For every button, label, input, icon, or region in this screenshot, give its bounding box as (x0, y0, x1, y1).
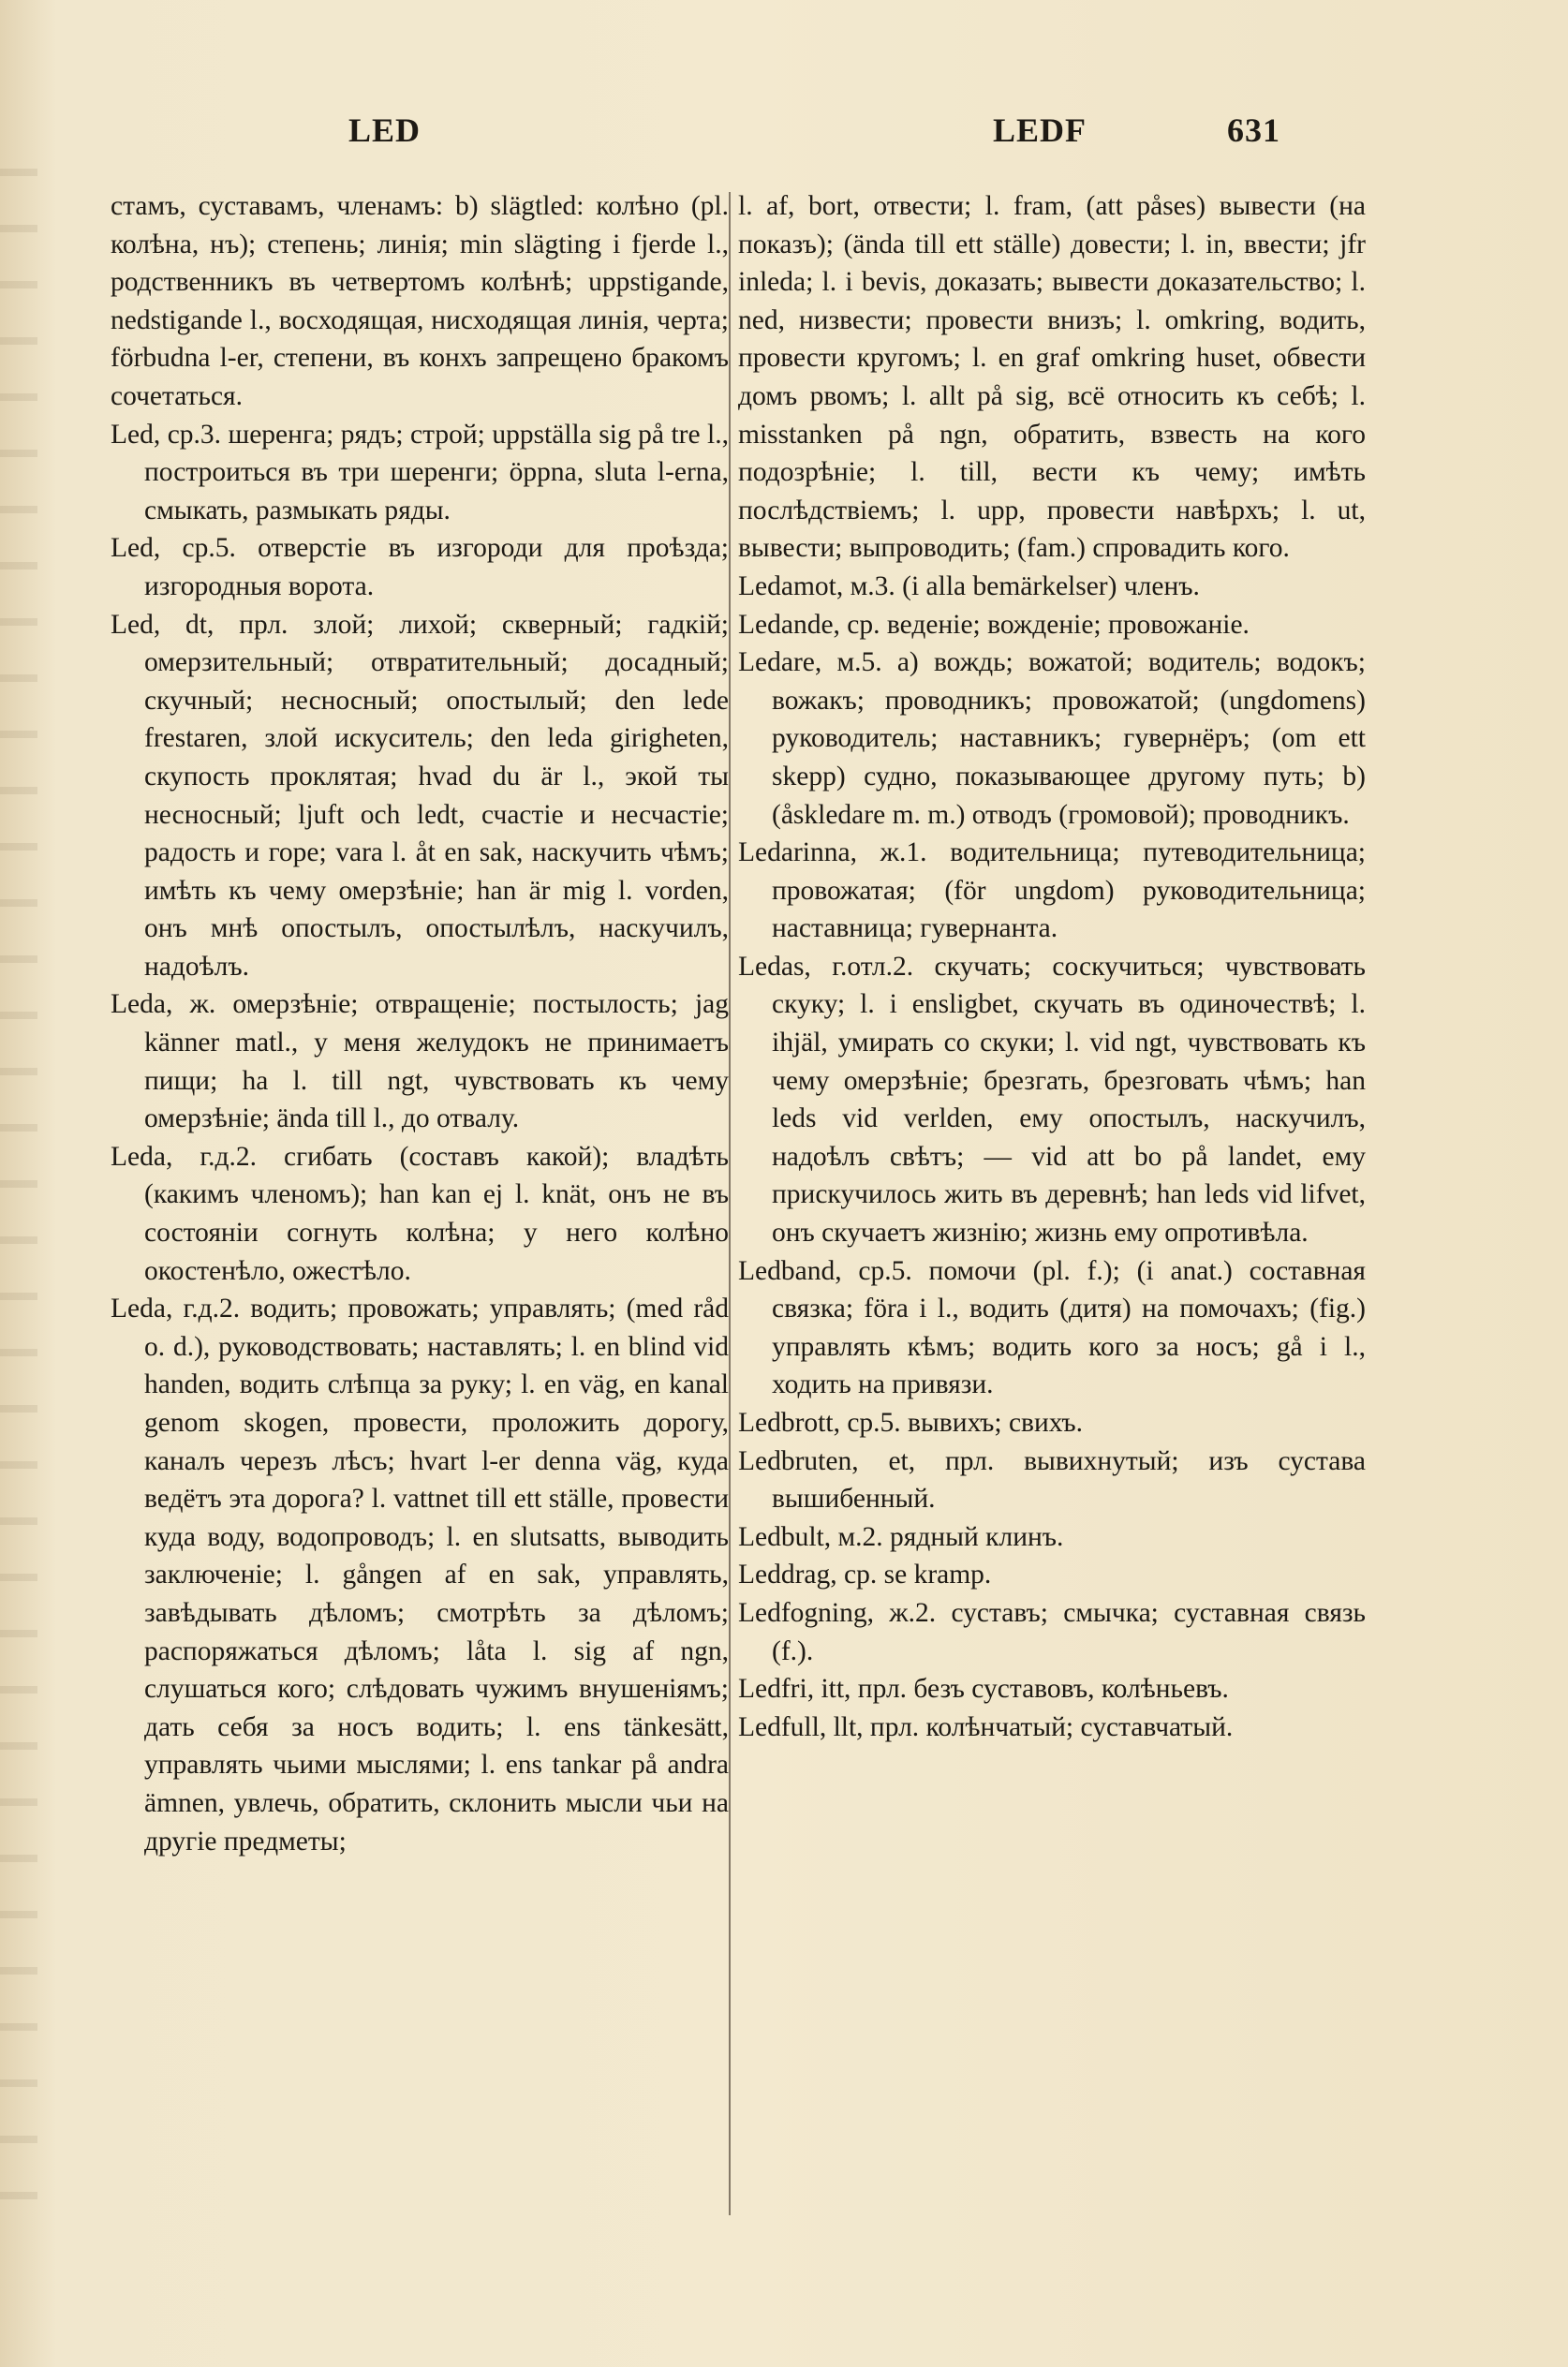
entry-ledfogning: Ledfogning, ж.2. суставъ; смычка; суставная связь (f.). (738, 1597, 1366, 1666)
left-column (111, 187, 729, 1860)
entry-ledare: Ledare, м.5. a) вождь; вожатой; водитель; водокъ; вожакъ; проводникъ; провожатой; (ungdomens) руководитель; наставникъ; гувернёръ; (om ett skepp) судно, показывающее другому путь; b) (åskledare m. m.) отводъ (громовой); проводникъ. (738, 647, 1366, 830)
entry-ledas: Ledas, г.отл.2. скучать; соскучиться; чувствовать скуку; l. i ensligbet, скучать въ одиночествѣ; l. ihjäl, умирать со скуки; l. vid ngt, чувствовать къ чему омерзѣніе; брезгать, брезговать чѣмъ; han leds vid verlden, ему опостылъ, наскучилъ, надоѣлъ свѣтъ; — vid att bo på landet, ему прискучилось жить въ деревнѣ; han leds vid lifvet, онъ скучаетъ жизнію; жизнь ему опротивѣла. (738, 951, 1366, 1249)
entry-ledbrott: Ledbrott, ср.5. вывихъ; свихъ. (738, 1408, 1084, 1438)
running-head-left: LED (348, 111, 422, 149)
entry-led-gate: Led, ср.5. отверстіе въ изгороди для проѣзда; изгородныя ворота. (111, 533, 729, 601)
entry-leda-lead: Leda, г.д.2. водить; провожать; управлять; (med råd o. d.), руководствовать; наставлять; l. en blind vid handen, водить слѣпца за руку; l. en väg, en kanal genom skogen, провести, проложить дорогу, каналъ черезъ лѣсъ; hvart l-er denna väg, куда ведётъ эта дорога? l. vattnet till ett ställe, провести куда воду, водопроводъ; l. en slutsatts, выводить заключеніе; l. gången af en sak, управлять, завѣдывать дѣломъ; смотрѣть за дѣломъ; распоряжаться дѣломъ; låta l. sig af ngn, слушаться кого; слѣдовать чужимъ внушеніямъ; дать себя за носъ водить; l. ens tänkesätt, управлять чьими мыслями; l. ens tankar på andra ämnen, увлечь, обратить, склонить мысли чьи на другіе предметы; (111, 1294, 729, 1857)
entry-leda-noun: Leda, ж. омерзѣніе; отвращеніе; постылость; jag känner matl., у меня желудокъ не принимаетъ пищи; ha l. till ngt, чувствовать къ чему омерзѣніе; ända till l., до отвалу. (111, 989, 729, 1134)
entry-ledarinna: Ledarinna, ж.1. водительница; путеводительница; провожатая; (för ungdom) руководительница; наставница; гувернанта. (738, 837, 1366, 944)
entry-ledbruten: Ledbruten, et, прл. вывихнутый; изъ сустава вышибенный. (738, 1445, 1366, 1515)
entry-led-rank: Led, ср.3. шеренга; рядъ; строй; uppställa sig på tre l., построиться въ три шеренги; öppna, sluta l-erna, смыкать, размыкать ряды. (111, 419, 729, 525)
entry-leda-bend: Leda, г.д.2. сгибать (составъ какой); владѣть (какимъ членомъ); han kan ej l. knät, онъ не въ состояніи согнуть колѣна; у него колѣно окостенѣло, ожестѣло. (111, 1141, 729, 1286)
entry-ledbult: Ledbult, м.2. рядный клинъ. (738, 1521, 1064, 1552)
entry-leddrag: Leddrag, ср. se kramp. (738, 1560, 992, 1590)
entry-ledfull: Ledfull, llt, прл. колѣнчатый; суставчатый. (738, 1711, 1234, 1742)
page-number: 631 (1227, 111, 1280, 149)
entry-ledfri: Ledfri, itt, прл. безъ суставовъ, колѣньевъ. (738, 1674, 1229, 1705)
column-divider (729, 192, 731, 2215)
right-column (738, 187, 1366, 1746)
entry-continuation: стамъ, суставамъ, членамъ: b) slägtled: колѣно (pl. колѣна, нъ); степень; линія; min slägting i fjerde l., родственникъ въ четвертомъ колѣнѣ; uppstigande, nedstigande l., восходящая, нисходящая линія, черта; förbudna l-er, степени, въ конхъ запрещено бракомъ сочетаться. (111, 191, 729, 411)
entry-ledamot: Ledamot, м.3. (i alla bemärkelser) членъ. (738, 570, 1200, 601)
entry-ledande: Ledande, ср. веденіе; вожденіе; провожаніе. (738, 609, 1250, 640)
entry-led-adjective: Led, dt, прл. злой; лихой; скверный; гадкій; омерзительный; отвратительный; досадный; скучный; несносный; опостылый; den lede frestaren, злой искуситель; den leda girigheten, скупость проклятая; hvad du är l., экой ты несносный; ljuft och ledt, счастіе и несчастіе; радость и горе; vara l. åt en sak, наскучить чѣмъ; имѣть къ чему омерзѣніе; han är mig l. vorden, онъ мнѣ опостылъ, опостылѣлъ, наскучилъ, надоѣлъ. (111, 609, 729, 982)
running-head-right: LEDF (993, 111, 1087, 149)
entry-continuation: l. af, bort, отвести; l. fram, (att påses) вывести (на показъ); (ända till ett ställe) довести; l. in, ввести; jfr inleda; l. i bevis, доказать; вывести доказательство; l. ned, низвести; провести внизъ; l. omkring, водить, провести кругомъ; l. en graf omkring huset, обвести домъ рвомъ; l. allt på sig, всё относить къ себѣ; l. misstanken på ngn, обратить, взвесть на кого подозрѣніе; l. till, вести къ чему; имѣть послѣдствіемъ; l. upp, провести навѣрхъ; l. ut, вывести; выпроводить; (fam.) спровадить кого. (738, 191, 1366, 564)
page-edge-shadow (0, 169, 37, 2229)
entry-ledband: Ledband, ср.5. помочи (pl. f.); (i anat.) составная связка; föra i l., водить (дитя) на помочахъ; (fig.) управлять кѣмъ; водить кого за носъ; gå i l., ходить на привязи. (738, 1255, 1366, 1400)
